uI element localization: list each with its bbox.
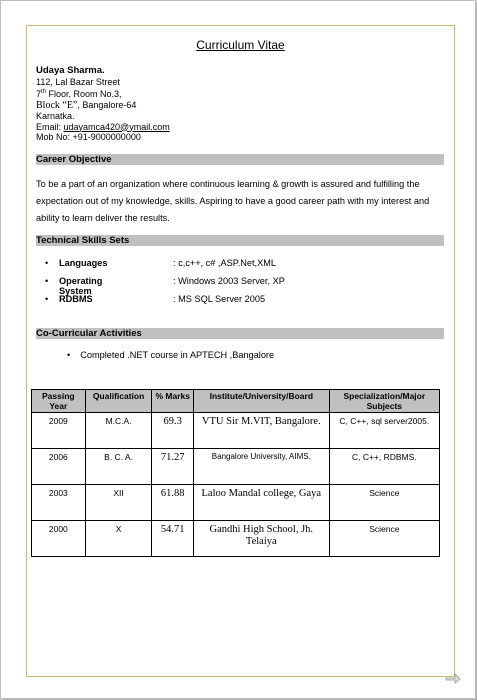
column-header: Institute/University/Board [193, 390, 329, 413]
table-cell: X [85, 521, 152, 557]
mobile-line: Mob No: +91-9000000000 [36, 132, 141, 142]
bullet-icon: • [67, 350, 71, 360]
objective-text: To be a part of an organization where continuous learning & growth is assured and fulfilling the expectation out of my knowledge, skills. Aspiring to have a good career path with my interest and ability to learn deliver the results. [36, 179, 430, 223]
page-curl-icon [445, 672, 461, 684]
email-line: Email: udayamca420@ymail.com [36, 121, 170, 132]
activity-item: • Completed .NET course in APTECH ,Bangalore [67, 350, 275, 360]
section-co-curricular: Co-Curricular Activities [36, 328, 444, 339]
table-row [32, 485, 440, 521]
column-header: Specialization/Major Subjects [329, 390, 439, 413]
table-row [32, 449, 440, 485]
section-technical-skills: Technical Skills Sets [36, 235, 444, 246]
table-header-row [32, 390, 440, 413]
table-cell: XII [85, 485, 152, 521]
table-cell: Bangalore University, AIMS. [193, 449, 329, 485]
address-line-2: 7th Floor, Room No.3, [36, 89, 122, 99]
table-cell: 2006 [32, 449, 86, 485]
table-cell: 54.71 [152, 521, 194, 557]
column-header: Qualification [85, 390, 152, 413]
address-line-1: 112, Lal Bazar Street [36, 76, 120, 87]
document-title: Curriculum Vitae [196, 38, 285, 52]
table-cell: 71.27 [152, 449, 194, 485]
bullet-icon: • [45, 294, 49, 304]
table-row [32, 413, 440, 449]
table-cell: C, C++, RDBMS. [329, 449, 439, 485]
contact-block [36, 66, 170, 143]
table-cell: 2003 [32, 485, 86, 521]
address-line-3: Block “E”, Bangalore-64 [36, 99, 137, 111]
table-cell: Science [329, 485, 439, 521]
table-cell: VTU Sir M.VIT, Bangalore. [193, 413, 329, 449]
bullet-icon: • [45, 276, 49, 286]
table-cell: 69.3 [152, 413, 194, 449]
education-table [31, 389, 440, 557]
page-border: Curriculum Vitae Udaya Sharma. 112, Lal Bazar Street 7th Floor, Room No.3, Block “E”, Bangalore-64 Karnatka. Email: udayamca420@ymail.com Mob No: +91-9000000000 Career Objective To be a part of an organization where continuous learning & growth is assured and fulfilling the expectation out of my knowledge, skills. Aspiring to have a good career path with my interest and ability to learn deliver the results. Technical Skills Sets • Languages : c,c++, c# ,ASP.Net,XML • Operating System : Windows 2003 Server, XP • RDBMS : MS SQL Server 2005 Co-Curricular Activities • Completed .NET course in APTECH ,Bangalore Passing Year Qualification % Marks Institute/University/Board Specialization/Major Subjects 2009 M.C.A. 69.3 VTU Sir M.VIT, Bangalore. C, C++, sql server2005. 2006 B. C. A. 71.27 Bangalore University, AIMS. C, C++, RDBMS. 2003 XII 61.88 Laloo Mandal college, Gaya Science 2000 X 54.71 Gandhi High School, Jh. Telaiya Science [26, 25, 455, 677]
table-cell: Science [329, 521, 439, 557]
column-header: Passing Year [32, 390, 86, 413]
table-cell: B. C. A. [85, 449, 152, 485]
address-state: Karnatka. [36, 111, 75, 121]
table-cell: 2000 [32, 521, 86, 557]
bullet-icon: • [45, 258, 49, 268]
candidate-name: Udaya Sharma. [36, 65, 105, 76]
table-cell: 61.88 [152, 485, 194, 521]
table-row [32, 521, 440, 557]
table-cell: C, C++, sql server2005. [329, 413, 439, 449]
section-career-objective: Career Objective [36, 154, 444, 165]
email-link[interactable]: udayamca420@ymail.com [63, 121, 170, 132]
table-cell: M.C.A. [85, 413, 152, 449]
table-cell: Gandhi High School, Jh. Telaiya [193, 521, 329, 557]
table-cell: Laloo Mandal college, Gaya [193, 485, 329, 521]
table-cell: 2009 [32, 413, 86, 449]
column-header: % Marks [152, 390, 194, 413]
